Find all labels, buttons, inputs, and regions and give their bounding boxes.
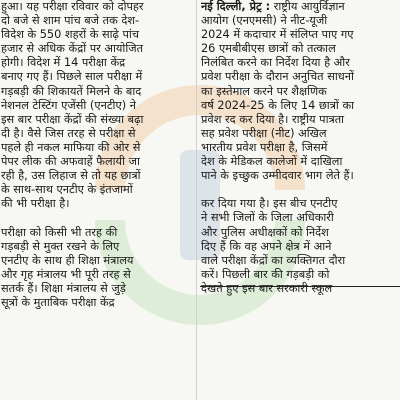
right-line-20: देखते हुए इस बार सरकारी स्कूल — [201, 281, 333, 295]
right-line-1: आयोग (एनएमसी) ने नीट-यूजी — [201, 14, 328, 28]
left-line-3: हजार से अधिक केंद्रों पर आयोजित — [1, 42, 144, 56]
right-line-6: का इस्तेमाल करने पर शैक्षणिक — [201, 84, 327, 98]
left-line-13: के साथ-साथ एनटीए के इंतजामों — [1, 183, 133, 197]
left-line-0: हुआ। यह परीक्षा रविवार को दोपहर — [1, 0, 144, 13]
left-line-2: विदेश के 550 शहरों के साढ़े पांच — [1, 28, 140, 42]
left-line-8: इस बार परीक्षा केंद्रों की संख्या बढ़ा — [1, 112, 144, 126]
right-line-18: वाले परीक्षा केंद्रों का व्यक्तिगत दौरा — [201, 253, 346, 267]
left-line-17: गड़बड़ी से मुक्त रखने के लिए — [1, 239, 120, 253]
right-line-2: 2024 में कदाचार में संलिप्त पाए गए — [201, 28, 354, 42]
left-line-12: रही है, उस लिहाज से तो यह छात्रों — [1, 169, 141, 183]
left-line-16: परीक्षा को किसी भी तरह की — [1, 225, 118, 239]
right-line-19: करें। पिछली बार की गड़बड़ी को — [201, 267, 330, 281]
right-line-9: सह प्रवेश परीक्षा (नीट) अखिल — [201, 126, 327, 140]
right-line-7: वर्ष 2024-25 के लिए 14 छात्रों का — [201, 98, 355, 112]
story-separator-rule — [200, 286, 400, 287]
left-line-1: दो बजे से शाम पांच बजे तक देश- — [1, 14, 140, 28]
left-line-9: दी है। वैसे जिस तरह से परीक्षा से — [1, 126, 136, 140]
left-line-18: एनटीए के साथ ही शिक्षा मंत्रालय — [1, 253, 134, 267]
column-divider — [196, 0, 197, 400]
right-line-5: प्रवेश परीक्षा के दौरान अनुचित साधनों — [201, 70, 354, 84]
right-column-text — [201, 0, 399, 296]
right-first-line — [201, 0, 399, 14]
right-line-13 — [201, 183, 399, 197]
left-line-14: की भी परीक्षा है। — [1, 197, 70, 211]
left-line-6: गड़बड़ी की शिकायतें मिलने के बाद — [1, 84, 142, 98]
left-line-5: बनाए गए हैं। पिछले साल परीक्षा में — [1, 70, 143, 84]
right-line-17: दिए हैं कि वह अपने क्षेत्र में आने — [201, 239, 332, 253]
right-line-12: पाने के इच्छुक उम्मीदवार भाग लेते हैं। — [201, 169, 354, 183]
left-line-11: पेपर लीक की अफवाहें फैलायी जा — [1, 155, 140, 169]
right-line-10: भारतीय प्रवेश परीक्षा है, जिसमें — [201, 140, 328, 154]
left-column-text — [1, 0, 192, 310]
left-line-10: पहले ही नकल माफिया की ओर से — [1, 140, 141, 154]
left-line-19: और गृह मंत्रालय भी पूरी तरह से — [1, 267, 131, 281]
left-line-7: नेशनल टेस्टिंग एजेंसी (एनटीए) ने — [1, 98, 136, 112]
right-line-11: देश के मेडिकल कालेजों में दाखिला — [201, 155, 343, 169]
left-line-21: सूत्रों के मुताबिक परीक्षा केंद्र — [1, 295, 115, 309]
right-line-0: राष्ट्रीय आयुर्विज्ञान — [270, 0, 345, 13]
right-line-14: कर दिया गया है। इस बीच एनटीए — [201, 197, 338, 211]
dateline: नई दिल्ली, प्रेट्र : — [201, 0, 271, 13]
right-line-3: 26 एमबीबीएस छात्रों को तत्काल — [201, 42, 336, 56]
right-line-4: निलंबित करने का निर्देश दिया है और — [201, 56, 350, 70]
right-line-16: और पुलिस अधीक्षकों को निर्देश — [201, 225, 329, 239]
left-line-15 — [1, 211, 192, 225]
right-line-8: प्रवेश रद कर दिया है। राष्ट्रीय पात्रता — [201, 112, 345, 126]
right-line-15: ने सभी जिलों के जिला अधिकारी — [201, 211, 334, 225]
left-line-20: सतर्क हैं। शिक्षा मंत्रालय से जुड़े — [1, 281, 126, 295]
left-line-4: होगी। विदेश में 14 परीक्षा केंद्र — [1, 56, 126, 70]
